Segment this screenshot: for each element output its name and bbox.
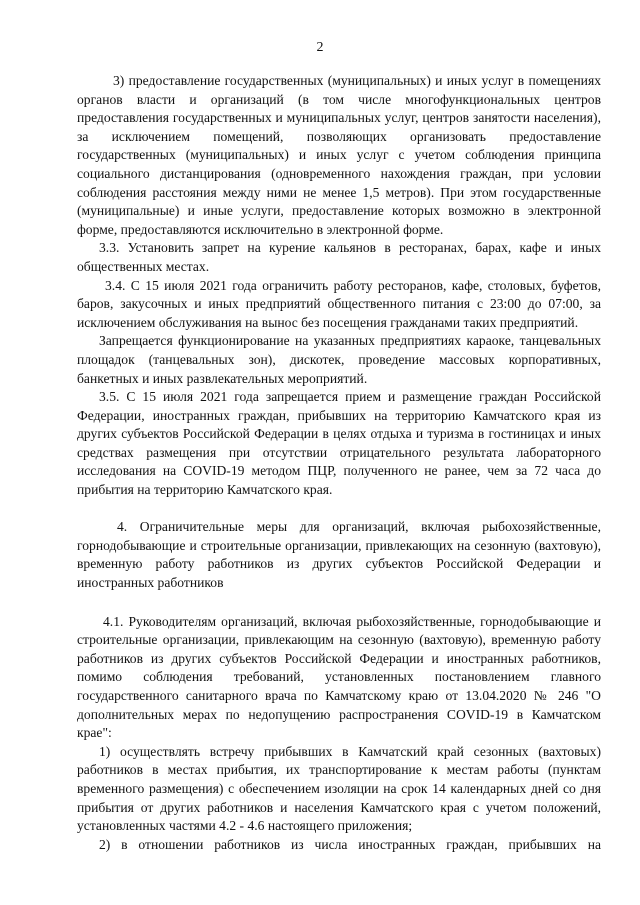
- paragraph-4-1: 4.1. Руководителям организаций, включая рыбохозяйственные, горнодобывающие и строительные организации, привлекающим на сезонную (вахтовую), временную работу работников из других субъектов Российской Федерации и иностранных работников, помимо соблюдения требований, установленных постановлением главного государственного санитарного врача по Камчатскому краю от 13.04.2020 № 246 "О дополнительных мерах по недопущению распространения COVID-19 в Камчатском крае":: [77, 613, 601, 741]
- document-body: [77, 72, 601, 854]
- paragraph-3-5: 3.5. С 15 июля 2021 года запрещается прием и размещение граждан Российской Федерации, иностранных граждан, прибывших на территорию Камчатского края из других субъектов Российской Федерации в целях отдыха и туризма в гостиницах и иных средствах размещения при отсутствии отрицательного результата лабораторного исследования на COVID-19 методом ПЦР, полученного не ранее, чем за 72 часа до прибытия на территорию Камчатского края.: [77, 389, 601, 498]
- page-number: 2: [316, 40, 324, 55]
- paragraph-prohibition: Запрещается функционирование на указанных предприятиях караоке, танцевальных площадок (танцевальных зон), дискотек, проведение массовых корпоративных, банкетных и иных развлекательных мероприятий.: [77, 333, 601, 386]
- paragraph-item-2: 2) в отношении работников из числа иностранных граждан, прибывших на: [99, 836, 601, 852]
- paragraph-item-1: 1) осуществлять встречу прибывших в Камчатский край сезонных (вахтовых) работников в местах прибытия, их транспортирование к местам работы (пунктам временного размещения) с обеспечением изоляции на срок 14 календарных дней со дня прибытия от других работников и населения Камчатского края с учетом положений, установленных частями 4.2 - 4.6 настоящего приложения;: [77, 743, 601, 834]
- section-heading-4: 4. Ограничительные меры для организаций, включая рыбохозяйственные, горнодобывающие и строительные организации, привлекающих на сезонную (вахтовую), временную работу работников из других субъектов Российской Федерации и иностранных работников: [77, 519, 601, 591]
- paragraph-item-3: 3) предоставление государственных (муниципальных) и иных услуг в помещениях органов власти и организаций (в том числе многофункциональных центров предоставления государственных и муниципальных услуг, центров занятости населения), за исключением помещений, позволяющих организовать предоставление государственных (муниципальных) и иных услуг с учетом соблюдения принципа социального дистанцирования (одновременного нахождения граждан, при условии соблюдения расстояния между ними не менее 1,5 метров). При этом государственные (муниципальные) и иные услуги, предоставление которых возможно в электронной форме, предоставляются исключительно в электронной форме.: [77, 73, 601, 237]
- paragraph-3-4: 3.4. С 15 июля 2021 года ограничить работу ресторанов, кафе, столовых, буфетов, баров, закусочных и иных предприятий общественного питания с 23:00 до 07:00, за исключением обслуживания на вынос без посещения гражданами таких предприятий.: [77, 277, 601, 330]
- paragraph-3-3: 3.3. Установить запрет на курение кальянов в ресторанах, барах, кафе и иных общественных местах.: [77, 240, 601, 274]
